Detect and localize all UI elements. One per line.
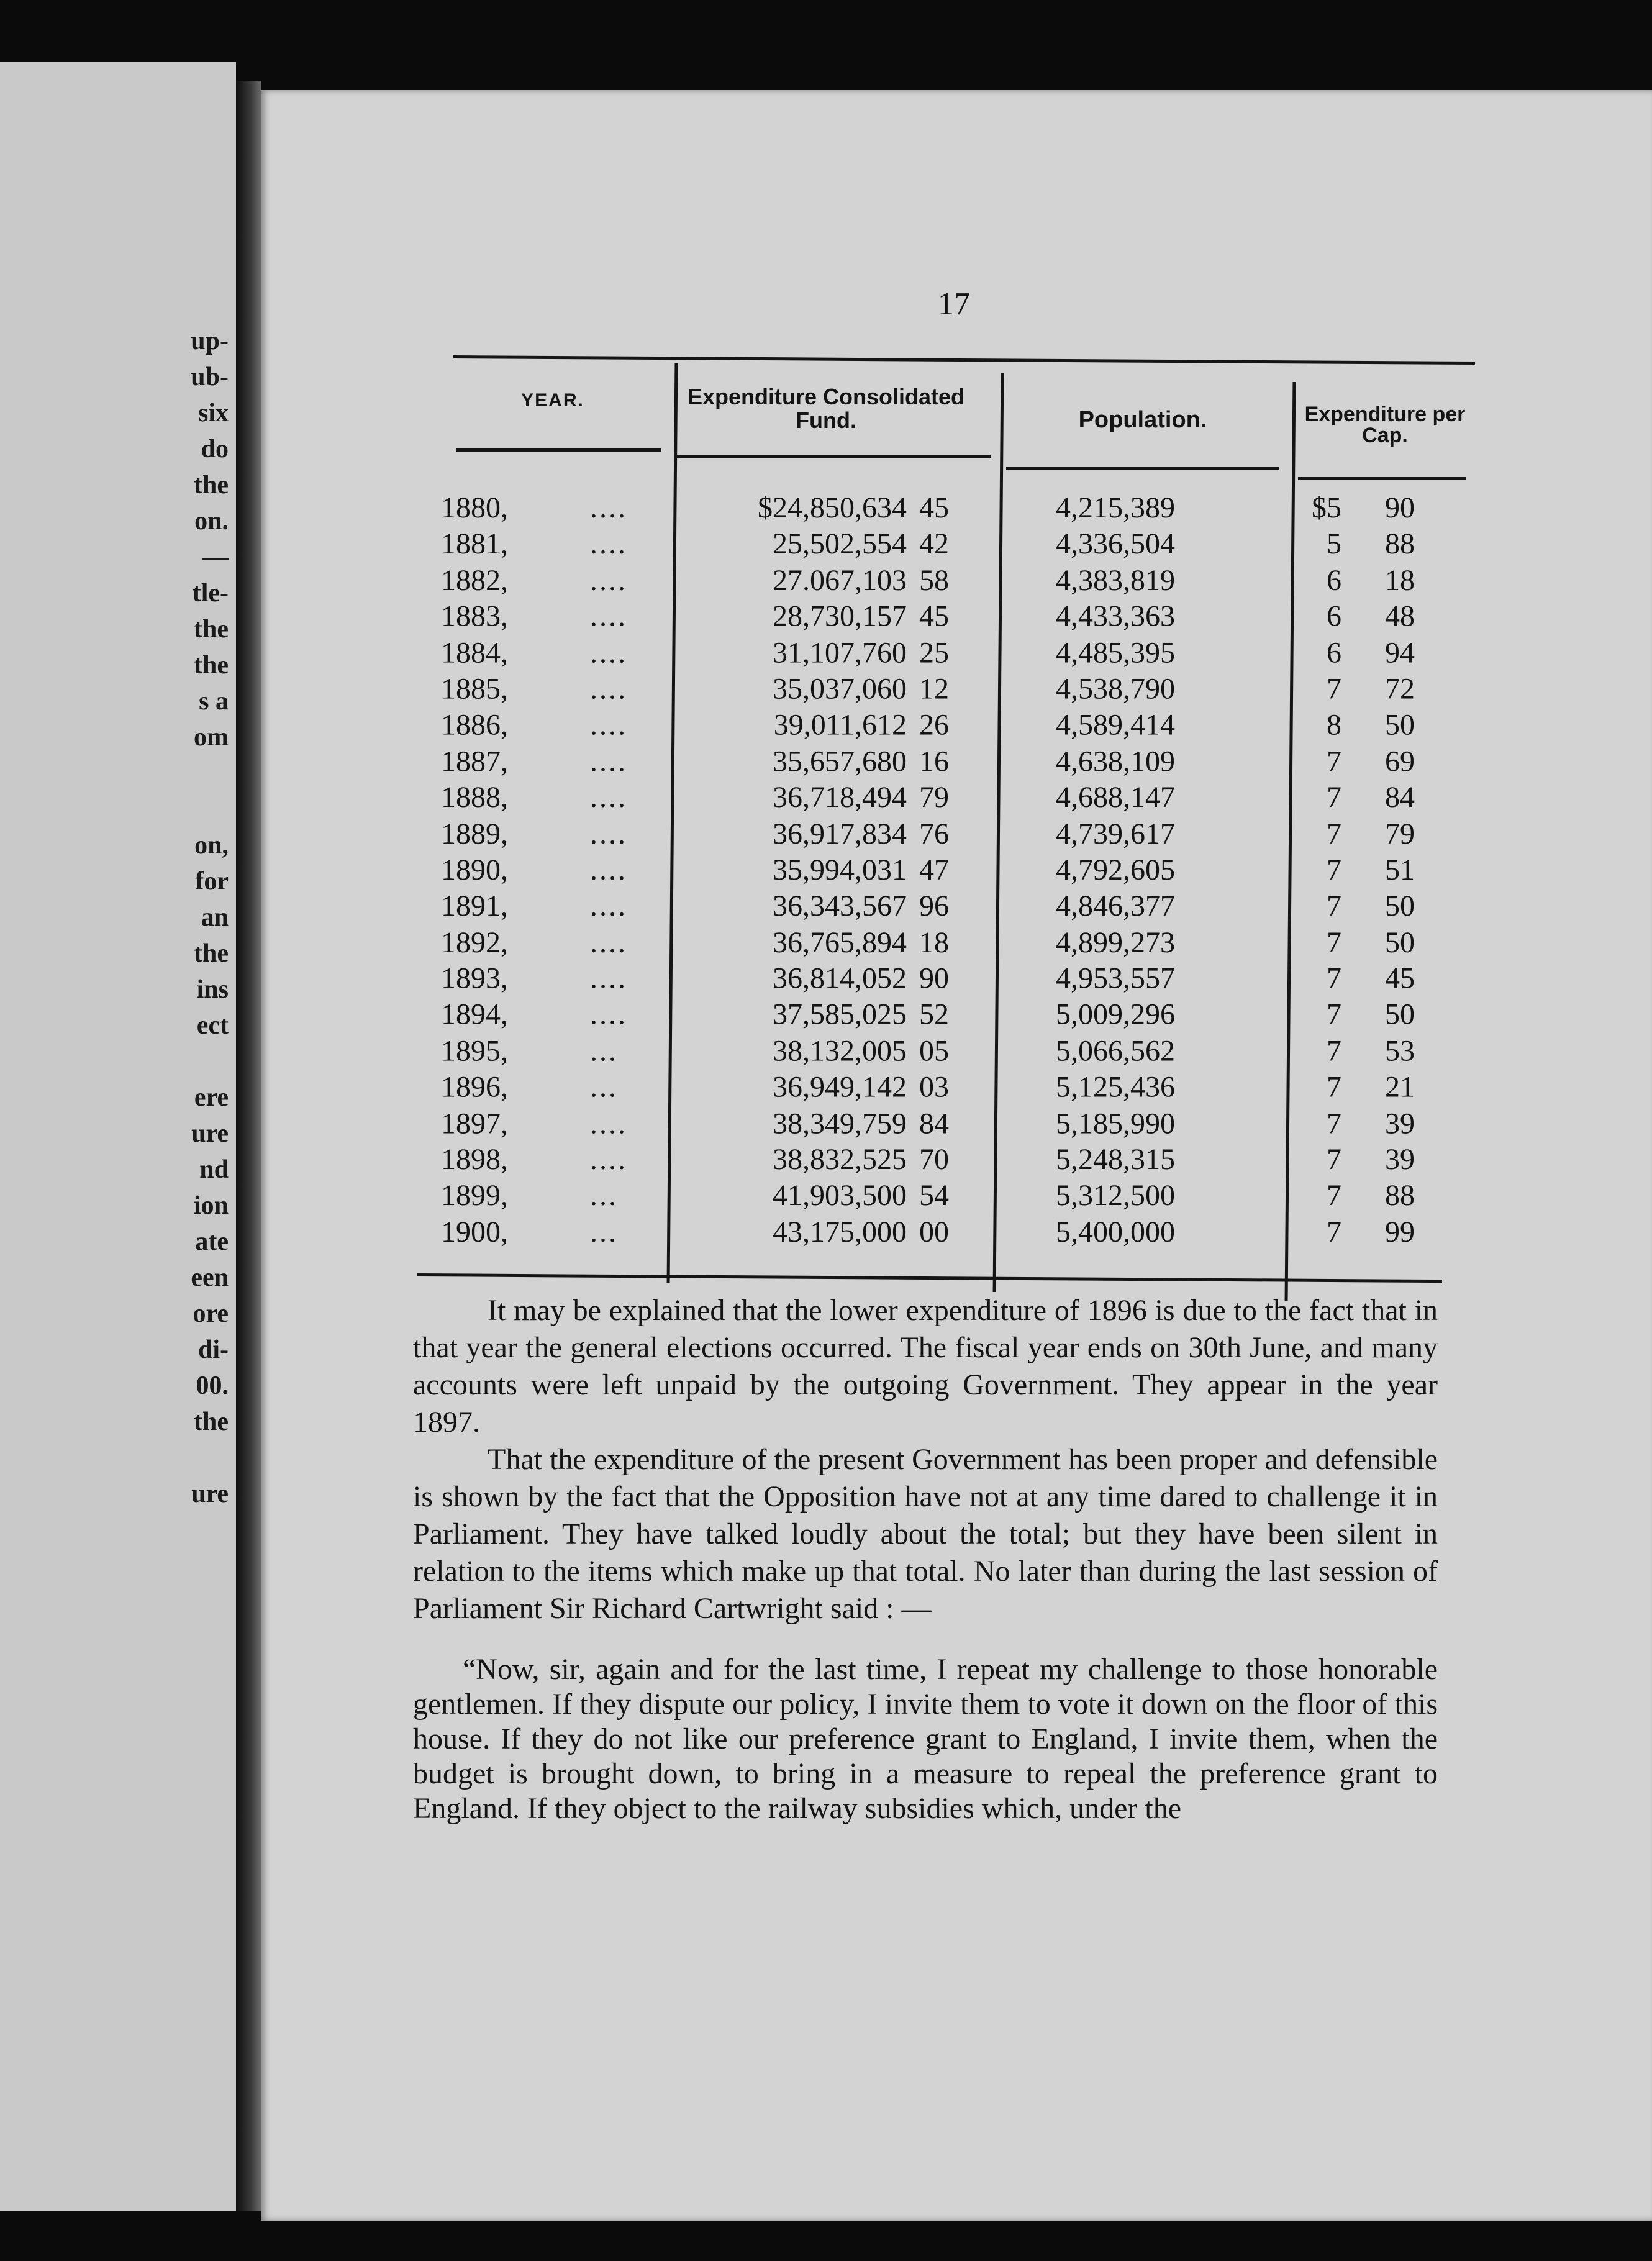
row-per-cap-dollars: 7 [1327, 672, 1341, 706]
row-per-cap-cents: 88 [1385, 527, 1415, 561]
row-year: 1894, [441, 998, 508, 1032]
row-expenditure-dollars: 43,175,000 [773, 1215, 907, 1249]
left-fragment: di- [197, 1335, 229, 1364]
table-row [410, 780, 1435, 816]
left-fragment: for [195, 867, 229, 896]
row-per-cap-cents: 18 [1385, 563, 1415, 597]
row-per-cap-cents: 48 [1385, 599, 1415, 633]
row-expenditure-dollars: 31,107,760 [773, 636, 907, 670]
left-fragment [191, 791, 229, 827]
row-expenditure-cents: 52 [919, 998, 949, 1032]
left-facing-page [0, 62, 236, 2211]
row-per-cap-cents: 84 [1385, 781, 1415, 814]
left-fragment: s a [199, 687, 229, 716]
row-expenditure-dollars: 35,994,031 [773, 853, 907, 886]
row-leader-dots: .... [590, 527, 627, 561]
row-per-cap-cents: 50 [1385, 889, 1415, 923]
row-per-cap-dollars: 6 [1327, 563, 1341, 597]
row-leader-dots: ... [590, 1034, 618, 1068]
left-fragment: the [194, 651, 229, 680]
row-year: 1895, [441, 1034, 508, 1068]
left-fragment: een [191, 1263, 229, 1292]
row-per-cap-dollars: 7 [1327, 1034, 1341, 1068]
left-fragment: nd [199, 1155, 229, 1184]
left-fragment: — [202, 543, 229, 571]
row-population: 4,589,414 [1056, 708, 1175, 742]
table-row [410, 925, 1435, 960]
row-leader-dots: .... [590, 1143, 627, 1176]
row-per-cap-cents: 53 [1385, 1034, 1415, 1068]
row-year: 1881, [441, 527, 508, 561]
header-population: Population. [1078, 407, 1207, 433]
row-per-cap-cents: 21 [1385, 1070, 1415, 1104]
row-expenditure-dollars: 27.067,103 [773, 563, 907, 597]
table-row [410, 1106, 1435, 1142]
row-per-cap-dollars: 6 [1327, 599, 1341, 633]
row-expenditure-dollars: 38,832,525 [773, 1143, 907, 1176]
row-population: 4,215,389 [1056, 491, 1175, 524]
row-expenditure-cents: 16 [919, 745, 949, 778]
header-year: YEAR. [521, 390, 584, 411]
left-fragment: ere [194, 1083, 229, 1112]
row-per-cap-dollars: 7 [1327, 1143, 1341, 1176]
row-leader-dots: .... [590, 672, 627, 706]
row-expenditure-cents: 25 [919, 636, 949, 670]
header-underline-cap [1298, 477, 1466, 480]
paragraph-1: It may be explained that the lower expenditure of 1896 is due to the fact that in that year the general elections occurred. The fiscal year ends on 30th June, and many accounts were left unpaid by the outgoing Government. They appear in the year 1897. [413, 1294, 1438, 1439]
left-fragment: ure [191, 1480, 229, 1508]
table-row [410, 1034, 1435, 1069]
table-row [410, 853, 1435, 888]
row-expenditure-dollars: 36,765,894 [773, 926, 907, 959]
row-per-cap-dollars: 7 [1327, 1215, 1341, 1249]
row-expenditure-dollars: $24,850,634 [758, 491, 907, 524]
row-year: 1886, [441, 708, 508, 742]
row-expenditure-dollars: 39,011,612 [773, 708, 907, 742]
row-expenditure-dollars: 35,037,060 [773, 672, 907, 706]
row-population: 4,688,147 [1056, 781, 1175, 814]
row-per-cap-dollars: 7 [1327, 962, 1341, 995]
row-per-cap-dollars: 7 [1327, 889, 1341, 923]
left-fragment: ore [193, 1299, 229, 1328]
row-population: 5,400,000 [1056, 1215, 1175, 1249]
row-leader-dots: ... [590, 1070, 618, 1104]
left-page-fragments [191, 323, 229, 1512]
row-expenditure-dollars: 28,730,157 [773, 599, 907, 633]
row-expenditure-cents: 96 [919, 889, 949, 923]
header-per-cap: Expenditure per Cap. [1304, 403, 1466, 447]
row-year: 1890, [441, 853, 508, 886]
left-fragment [191, 1044, 229, 1080]
row-expenditure-dollars: 38,132,005 [773, 1034, 907, 1068]
row-expenditure-dollars: 36,718,494 [773, 781, 907, 814]
table-row [410, 962, 1435, 997]
table-row [410, 998, 1435, 1033]
row-population: 5,125,436 [1056, 1070, 1175, 1104]
row-population: 4,485,395 [1056, 636, 1175, 670]
book-gutter [236, 81, 261, 2211]
row-year: 1888, [441, 781, 508, 814]
row-expenditure-cents: 58 [919, 563, 949, 597]
row-per-cap-dollars: 8 [1327, 708, 1341, 742]
row-population: 5,185,990 [1056, 1106, 1175, 1140]
page-number: 17 [938, 286, 970, 322]
row-population: 5,066,562 [1056, 1034, 1175, 1068]
row-population: 4,899,273 [1056, 926, 1175, 959]
row-leader-dots: .... [590, 926, 627, 959]
row-per-cap-dollars: 7 [1327, 998, 1341, 1032]
row-expenditure-cents: 45 [919, 491, 949, 524]
row-expenditure-cents: 84 [919, 1106, 949, 1140]
row-population: 4,792,605 [1056, 853, 1175, 886]
row-per-cap-cents: 50 [1385, 998, 1415, 1032]
row-leader-dots: .... [590, 491, 627, 524]
table-row [410, 708, 1435, 744]
row-leader-dots: .... [590, 817, 627, 850]
row-year: 1898, [441, 1143, 508, 1176]
row-leader-dots: .... [590, 708, 627, 742]
left-fragment: om [194, 723, 229, 752]
row-per-cap-dollars: 7 [1327, 853, 1341, 886]
row-leader-dots: .... [590, 781, 627, 814]
paragraph-2: That the expenditure of the present Government has been proper and defensible is shown by the fact that the Opposition have not at any time dared to challenge it in Parliament. They have talked loudly about the total; but they have been silent in relation to the items which make up that total. No later than during the last session of Parliament Sir Richard Cartwright said : — [413, 1443, 1438, 1625]
row-per-cap-dollars: 7 [1327, 1179, 1341, 1212]
row-leader-dots: .... [590, 962, 627, 995]
row-year: 1900, [441, 1215, 508, 1249]
row-year: 1880, [441, 491, 508, 524]
row-year: 1889, [441, 817, 508, 850]
row-per-cap-cents: 50 [1385, 708, 1415, 742]
left-fragment: tle- [192, 579, 229, 607]
row-population: 5,312,500 [1056, 1179, 1175, 1212]
row-expenditure-cents: 90 [919, 962, 949, 995]
table-row [410, 671, 1435, 707]
row-year: 1899, [441, 1179, 508, 1212]
row-expenditure-dollars: 25,502,554 [773, 527, 907, 561]
row-year: 1883, [441, 599, 508, 633]
table-row [410, 563, 1435, 599]
row-expenditure-dollars: 37,585,025 [773, 998, 907, 1032]
header-expenditure: Expenditure Consolidated Fund. [687, 384, 965, 433]
row-expenditure-dollars: 41,903,500 [773, 1179, 907, 1212]
row-per-cap-dollars: 7 [1327, 745, 1341, 778]
left-fragment: the [194, 615, 229, 644]
table-row [410, 1179, 1435, 1214]
row-per-cap-dollars: 7 [1327, 781, 1341, 814]
row-population: 4,538,790 [1056, 672, 1175, 706]
row-year: 1891, [441, 889, 508, 923]
row-expenditure-cents: 42 [919, 527, 949, 561]
table-row [410, 527, 1435, 562]
left-fragment: on, [194, 831, 229, 860]
row-leader-dots: .... [590, 853, 627, 886]
row-leader-dots: .... [590, 745, 627, 778]
row-leader-dots: .... [590, 889, 627, 923]
table-row [410, 599, 1435, 635]
row-per-cap-cents: 94 [1385, 636, 1415, 670]
row-population: 4,383,819 [1056, 563, 1175, 597]
row-expenditure-cents: 79 [919, 781, 949, 814]
row-population: 4,638,109 [1056, 745, 1175, 778]
header-underline-exp [677, 455, 991, 458]
table-row [410, 817, 1435, 852]
table-row [410, 1070, 1435, 1106]
row-expenditure-cents: 47 [919, 853, 949, 886]
header-underline-year [456, 448, 661, 452]
row-per-cap-cents: 99 [1385, 1215, 1415, 1249]
left-fragment: the [194, 939, 229, 968]
row-expenditure-dollars: 38,349,759 [773, 1106, 907, 1140]
header-underline-pop [1006, 467, 1279, 470]
row-expenditure-cents: 26 [919, 708, 949, 742]
row-leader-dots: .... [590, 1106, 627, 1140]
row-population: 5,009,296 [1056, 998, 1175, 1032]
row-expenditure-cents: 05 [919, 1034, 949, 1068]
left-fragment: 00. [196, 1372, 229, 1400]
row-year: 1893, [441, 962, 508, 995]
row-per-cap-cents: 50 [1385, 926, 1415, 959]
table-row [410, 1142, 1435, 1178]
row-year: 1887, [441, 745, 508, 778]
left-fragment: six [197, 399, 229, 427]
left-fragment: ion [193, 1191, 229, 1220]
left-fragment: ub- [191, 363, 229, 391]
row-per-cap-cents: 69 [1385, 745, 1415, 778]
left-fragment: the [194, 1408, 229, 1436]
row-per-cap-dollars: 7 [1327, 1106, 1341, 1140]
row-leader-dots: .... [590, 998, 627, 1032]
row-population: 4,739,617 [1056, 817, 1175, 850]
row-per-cap-cents: 39 [1385, 1106, 1415, 1140]
row-expenditure-cents: 00 [919, 1215, 949, 1249]
row-per-cap-cents: 72 [1385, 672, 1415, 706]
row-expenditure-cents: 45 [919, 599, 949, 633]
row-per-cap-dollars: $5 [1312, 491, 1341, 524]
row-per-cap-dollars: 7 [1327, 926, 1341, 959]
row-expenditure-cents: 70 [919, 1143, 949, 1176]
row-population: 4,433,363 [1056, 599, 1175, 633]
left-fragment [191, 1440, 229, 1476]
row-expenditure-dollars: 35,657,680 [773, 745, 907, 778]
quotation: “Now, sir, again and for the last time, I repeat my challenge to those honorable gentlemen. If they dispute our policy, I invite them to vote it down on the floor of this house. If they do not like our preference grant to England, I invite them, when the budget is brought down, to bring in a measure to repeal the preference grant to England. If they object to the railway subsidies which, under the [413, 1653, 1438, 1825]
row-per-cap-dollars: 6 [1327, 636, 1341, 670]
row-year: 1892, [441, 926, 508, 959]
row-per-cap-dollars: 5 [1327, 527, 1341, 561]
row-expenditure-cents: 18 [919, 926, 949, 959]
left-fragment: up- [191, 327, 229, 355]
left-fragment: ins [196, 975, 229, 1004]
row-per-cap-cents: 45 [1385, 962, 1415, 995]
row-year: 1885, [441, 672, 508, 706]
body-text [413, 1292, 1438, 1826]
table-body [410, 491, 1435, 1249]
left-fragment [191, 755, 229, 791]
row-per-cap-dollars: 7 [1327, 817, 1341, 850]
table-row [410, 1215, 1435, 1250]
left-fragment: ect [196, 1011, 229, 1040]
table-row [410, 889, 1435, 924]
table-row [410, 635, 1435, 671]
left-fragment: ure [191, 1119, 229, 1148]
row-leader-dots: .... [590, 563, 627, 597]
row-leader-dots: .... [590, 636, 627, 670]
row-leader-dots: .... [590, 599, 627, 633]
row-per-cap-dollars: 7 [1327, 1070, 1341, 1104]
table-row [410, 491, 1435, 526]
row-year: 1896, [441, 1070, 508, 1104]
row-per-cap-cents: 90 [1385, 491, 1415, 524]
row-population: 4,846,377 [1056, 889, 1175, 923]
row-per-cap-cents: 79 [1385, 817, 1415, 850]
row-expenditure-dollars: 36,343,567 [773, 889, 907, 923]
left-fragment: the [194, 471, 229, 499]
row-expenditure-cents: 12 [919, 672, 949, 706]
row-expenditure-dollars: 36,949,142 [773, 1070, 907, 1104]
row-per-cap-cents: 51 [1385, 853, 1415, 886]
row-expenditure-dollars: 36,917,834 [773, 817, 907, 850]
row-population: 5,248,315 [1056, 1143, 1175, 1176]
row-year: 1897, [441, 1106, 508, 1140]
row-expenditure-cents: 76 [919, 817, 949, 850]
row-leader-dots: ... [590, 1215, 618, 1249]
left-fragment: on. [194, 507, 229, 535]
row-per-cap-cents: 88 [1385, 1179, 1415, 1212]
row-year: 1884, [441, 636, 508, 670]
table-row [410, 744, 1435, 780]
row-expenditure-cents: 54 [919, 1179, 949, 1212]
left-fragment: do [201, 435, 229, 463]
row-per-cap-cents: 39 [1385, 1143, 1415, 1176]
left-fragment: an [201, 903, 229, 932]
row-population: 4,953,557 [1056, 962, 1175, 995]
row-population: 4,336,504 [1056, 527, 1175, 561]
row-expenditure-dollars: 36,814,052 [773, 962, 907, 995]
left-fragment: ate [195, 1227, 229, 1256]
row-expenditure-cents: 03 [919, 1070, 949, 1104]
row-leader-dots: ... [590, 1179, 618, 1212]
row-year: 1882, [441, 563, 508, 597]
